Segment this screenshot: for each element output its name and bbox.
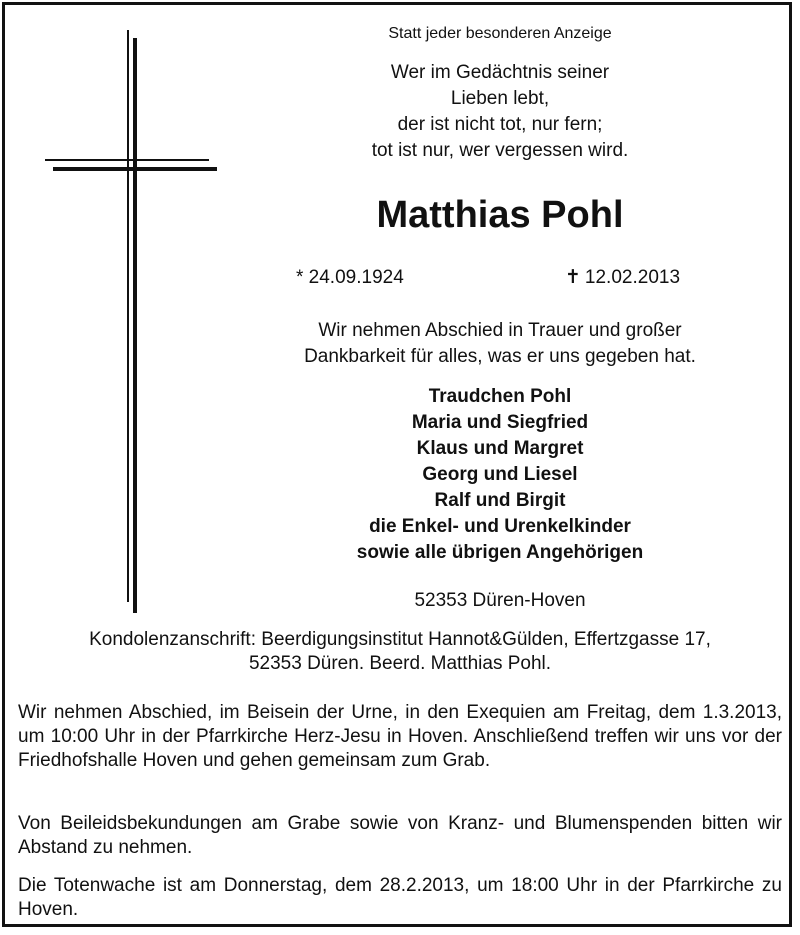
- poem: [250, 60, 750, 164]
- condolence-line: 52353 Düren. Beerd. Matthias Pohl.: [248, 653, 552, 674]
- farewell-line: Dankbarkeit für alles, was er uns gegeben hat.: [304, 346, 696, 367]
- mourner: Klaus und Margret: [416, 438, 584, 459]
- poem-line: Wer im Gedächtnis seiner: [390, 62, 610, 83]
- mourners-list: [250, 384, 750, 566]
- mourner: sowie alle übrigen Angehörigen: [356, 542, 644, 563]
- header-note: Statt jeder besonderen Anzeige: [388, 25, 612, 42]
- mourner: Georg und Liesel: [422, 464, 578, 485]
- poem-line: Lieben lebt,: [450, 88, 550, 109]
- death-cross-icon: ✝: [565, 267, 581, 288]
- cross-horizontal-thin: [45, 159, 209, 161]
- cross-vertical-thick: [133, 38, 137, 613]
- family-location: 52353 Düren-Hoven: [414, 590, 586, 611]
- poem-line: tot ist nur, wer vergessen wird.: [371, 140, 629, 161]
- poem-line: der ist nicht tot, nur fern;: [397, 114, 603, 135]
- deceased-name: Matthias Pohl: [376, 194, 624, 236]
- mourner: die Enkel- und Urenkelkinder: [369, 516, 631, 537]
- farewell-line: Wir nehmen Abschied in Trauer und großer: [318, 320, 682, 341]
- cross-horizontal-thick: [53, 167, 217, 171]
- mourner: Maria und Siegfried: [411, 412, 589, 433]
- mourner: Ralf und Birgit: [434, 490, 566, 511]
- death-date: 12.02.2013: [584, 267, 681, 288]
- donation-paragraph: Von Beileidsbekundungen am Grabe sowie von Kranz- und Blumenspenden bitten wir Abstand zu nehmen.: [18, 813, 782, 858]
- condolence-line: Kondolenzanschrift: Beerdigungsinstitut Hannot&Gülden, Effertzgasse 17,: [89, 629, 711, 650]
- death-date-group: [565, 266, 680, 290]
- condolence-address: [18, 628, 782, 676]
- service-paragraph: Wir nehmen Abschied, im Beisein der Urne, in den Exequien am Freitag, dem 1.3.2013, um 10:00 Uhr in der Pfarrkirche Herz-Jesu in Hoven. Anschließend treffen wir uns vor der Friedhofshalle Hoven und gehen gemeinsam zum Grab.: [18, 702, 782, 771]
- birth-date: * 24.09.1924: [296, 267, 404, 288]
- farewell-text: [250, 318, 750, 370]
- mourner: Traudchen Pohl: [428, 386, 572, 407]
- vigil-paragraph: Die Totenwache ist am Donnerstag, dem 28.2.2013, um 18:00 Uhr in der Pfarrkirche zu Hoven.: [18, 875, 782, 920]
- cross-vertical-thin: [127, 30, 129, 602]
